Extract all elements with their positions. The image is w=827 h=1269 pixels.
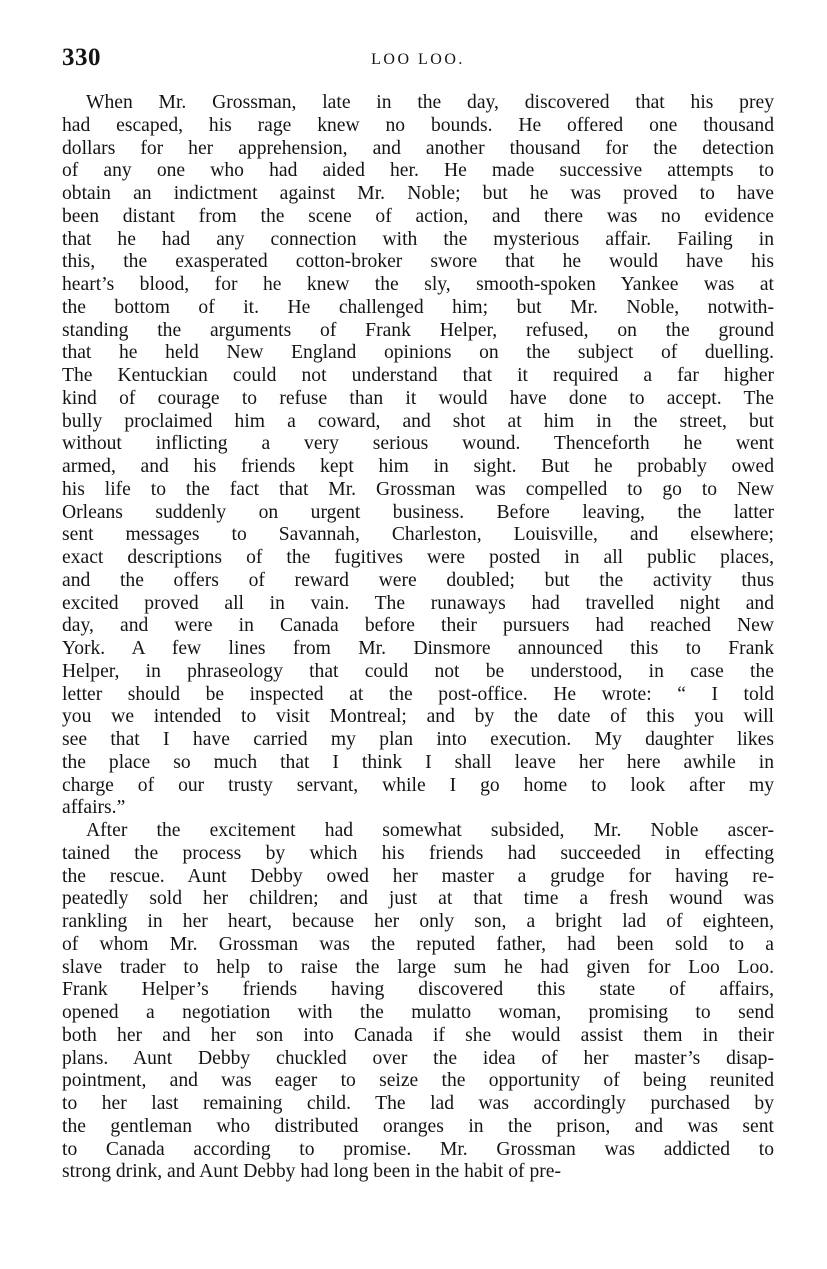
text-line: affairs.” xyxy=(62,797,126,819)
text-line: day, and were in Canada before their pursuers had reached New xyxy=(62,615,774,637)
text-line: the bottom of it. He challenged him; but Mr. Noble, notwith- xyxy=(62,296,774,318)
running-title: LOO LOO. xyxy=(371,51,465,68)
text-line: Orleans suddenly on urgent business. Before leaving, the latter xyxy=(62,501,774,523)
text-line: York. A few lines from Mr. Dinsmore announced this to Frank xyxy=(62,638,774,659)
text-line: see that I have carried my plan into execution. My daughter likes xyxy=(62,729,774,750)
text-line: heart’s blood, for he knew the sly, smooth-spoken Yankee was at xyxy=(62,274,774,295)
text-line: tained the process by which his friends had succeeded in effecting xyxy=(62,842,774,864)
text-line: that he had any connection with the mysterious affair. Failing in xyxy=(62,228,774,250)
page-body xyxy=(62,92,774,1184)
text-line: kind of courage to refuse than it would have done to accept. The xyxy=(62,387,774,409)
text-line: armed, and his friends kept him in sight. But he probably owed xyxy=(62,456,774,477)
text-line: strong drink, and Aunt Debby had long been in the habit of pre- xyxy=(62,1161,561,1183)
text-line: sent messages to Savannah, Charleston, Louisville, and elsewhere; xyxy=(62,524,774,546)
text-line: you we intended to visit Montreal; and by the date of this you will xyxy=(62,706,774,728)
text-line: to her last remaining child. The lad was accordingly purchased by xyxy=(62,1093,774,1114)
text-line: bully proclaimed him a coward, and shot at him in the street, but xyxy=(62,410,774,432)
text-line: charge of our trusty servant, while I go home to look after my xyxy=(62,774,774,796)
text-line: slave trader to help to raise the large sum he had given for Loo Loo. xyxy=(62,956,774,978)
text-line: exact descriptions of the fugitives were posted in all public places, xyxy=(62,547,774,568)
text-line: standing the arguments of Frank Helper, refused, on the ground xyxy=(62,319,774,341)
text-line: pointment, and was eager to seize the opportunity of being reunited xyxy=(62,1070,774,1092)
text-line: Helper, in phraseology that could not be understood, in case the xyxy=(62,660,774,682)
text-line: When Mr. Grossman, late in the day, discovered that his prey xyxy=(86,92,774,113)
text-line: The Kentuckian could not understand that it required a far higher xyxy=(62,365,774,386)
page-header xyxy=(62,44,774,84)
text-line: this, the exasperated cotton-broker swore that he would have his xyxy=(62,251,774,273)
paragraph xyxy=(62,820,774,1184)
running-head xyxy=(62,49,774,69)
text-line: had escaped, his rage knew no bounds. He offered one thousand xyxy=(62,114,774,136)
text-line: rankling in her heart, because her only son, a bright lad of eighteen, xyxy=(62,911,774,932)
text-line: plans. Aunt Debby chuckled over the idea of her master’s disap- xyxy=(62,1047,774,1069)
text-line: the gentleman who distributed oranges in the prison, and was sent xyxy=(62,1115,774,1137)
text-line: without inflicting a very serious wound. Thenceforth he went xyxy=(62,433,774,455)
text-line: peatedly sold her children; and just at that time a fresh wound was xyxy=(62,888,774,910)
text-line: both her and her son into Canada if she would assist them in their xyxy=(62,1024,774,1046)
text-line: letter should be inspected at the post-office. He wrote: “ I told xyxy=(62,683,774,705)
text-line: the place so much that I think I shall leave her here awhile in xyxy=(62,751,774,773)
text-line: that he held New England opinions on the subject of duelling. xyxy=(62,342,774,364)
text-line: of whom Mr. Grossman was the reputed father, had been sold to a xyxy=(62,933,774,955)
page-number: 330 xyxy=(62,44,101,71)
text-line: to Canada according to promise. Mr. Grossman was addicted to xyxy=(62,1138,774,1160)
paragraph xyxy=(62,92,774,820)
text-line: Frank Helper’s friends having discovered this state of affairs, xyxy=(62,979,774,1001)
text-line: the rescue. Aunt Debby owed her master a grudge for having re- xyxy=(62,865,774,887)
text-line: dollars for her apprehension, and another thousand for the detection xyxy=(62,137,774,159)
text-line: excited proved all in vain. The runaways had travelled night and xyxy=(62,592,774,614)
text-line: After the excitement had somewhat subsided, Mr. Noble ascer- xyxy=(86,820,774,841)
text-line: opened a negotiation with the mulatto woman, promising to send xyxy=(62,1002,774,1023)
text-line: and the offers of reward were doubled; but the activity thus xyxy=(62,569,774,591)
text-line: of any one who had aided her. He made successive attempts to xyxy=(62,160,774,182)
text-line: obtain an indictment against Mr. Noble; but he was proved to have xyxy=(62,183,774,204)
text-line: been distant from the scene of action, and there was no evidence xyxy=(62,205,774,227)
text-line: his life to the fact that Mr. Grossman was compelled to go to New xyxy=(62,478,774,500)
